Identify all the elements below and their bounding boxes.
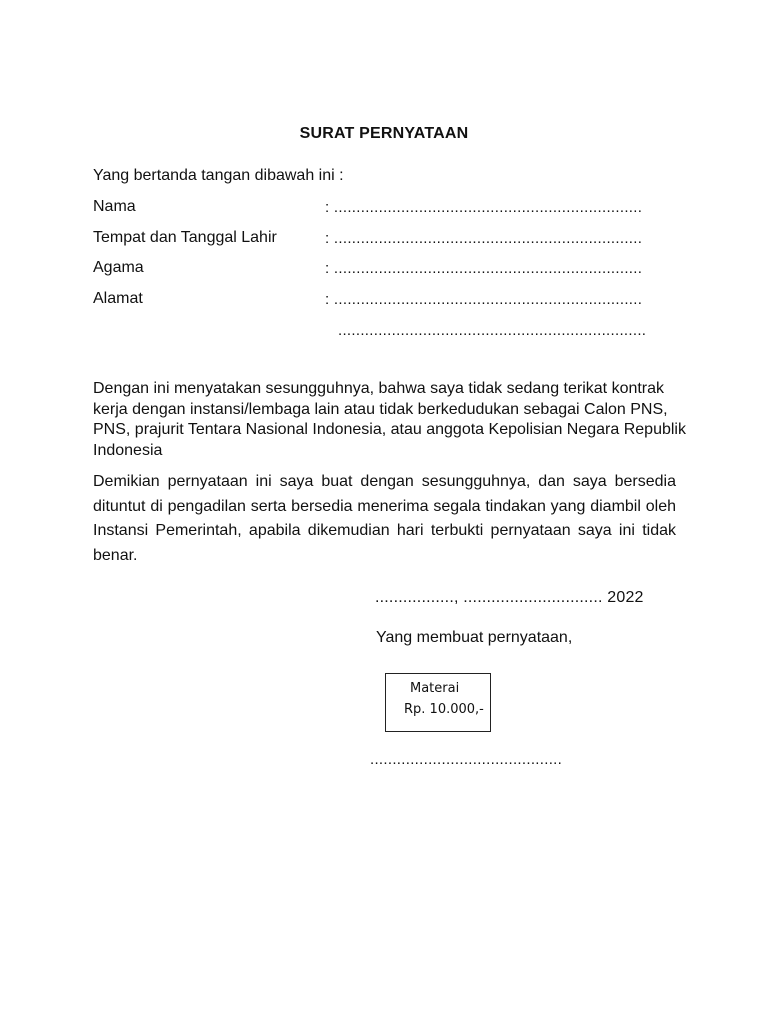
field-label-tempat-tanggal-lahir: Tempat dan Tanggal Lahir bbox=[93, 229, 277, 246]
address-continuation-line: ..................................................................... bbox=[338, 322, 647, 339]
maker-label: Yang membuat pernyataan, bbox=[376, 629, 573, 646]
field-value-agama: : ..................................................................... bbox=[325, 260, 643, 277]
statement-line-3: PNS, prajurit Tentara Nasional Indonesia, atau anggota Kepolisian Negara Republik bbox=[93, 421, 686, 438]
stamp-amount: Rp. 10.000,- bbox=[404, 702, 484, 717]
stamp-box bbox=[385, 673, 491, 732]
intro-text: Yang bertanda tangan dibawah ini : bbox=[93, 167, 344, 184]
stamp-label: Materai bbox=[410, 681, 460, 696]
closing-line-4: benar. bbox=[93, 546, 138, 564]
field-value-nama: : ..................................................................... bbox=[325, 199, 643, 216]
statement-line-2: kerja dengan instansi/lembaga lain atau tidak berkedudukan sebagai Calon PNS, bbox=[93, 400, 668, 418]
field-label-nama: Nama bbox=[93, 198, 136, 215]
statement-line-1: Dengan ini menyatakan sesungguhnya, bahwa saya tidak sedang terikat kontrak bbox=[93, 380, 665, 397]
closing-line-3: Instansi Pemerintah, apabila dikemudian hari terbukti pernyataan saya ini tidak bbox=[93, 522, 676, 539]
closing-line-2: dituntut di pengadilan serta bersedia menerima segala tindakan yang diambil oleh bbox=[93, 497, 676, 515]
field-value-alamat: : ..................................................................... bbox=[325, 291, 643, 308]
statement-line-4: Indonesia bbox=[93, 441, 163, 459]
signature-line: ........................................... bbox=[370, 751, 563, 768]
document-title: SURAT PERNYATAAN bbox=[299, 125, 469, 142]
statement-paragraph bbox=[93, 379, 686, 461]
closing-paragraph bbox=[93, 470, 676, 568]
closing-line-1: Demikian pernyataan ini saya buat dengan sesungguhnya, dan saya bersedia bbox=[93, 473, 676, 490]
field-label-agama: Agama bbox=[93, 259, 144, 276]
field-label-alamat: Alamat bbox=[93, 290, 143, 307]
date-line: ................., .............................. 2022 bbox=[375, 589, 644, 606]
field-value-tempat-tanggal-lahir: : ..................................................................... bbox=[325, 230, 643, 247]
